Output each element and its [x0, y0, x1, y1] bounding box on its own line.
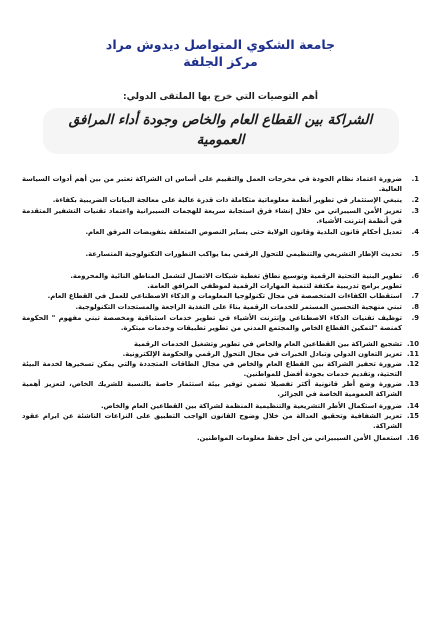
recommendation-item: [22, 302, 419, 312]
recommendation-number: 3.: [411, 207, 419, 215]
recommendation-item: [22, 401, 419, 411]
recommendation-number: 12.: [406, 360, 419, 368]
recommendation-number: 11.: [406, 350, 419, 358]
recommendation-text: تشجيع الشراكة بين القطاعين العام والخاص في تطوير وتشغيل الخدمات الرقمية: [134, 340, 402, 348]
recommendation-text: تعديل أحكام قانون البلدية وقانون الولاية حتى يساير النصوص المتعلقة بتفويضات المرفق العام.: [85, 228, 402, 236]
recommendation-number: 1.: [411, 175, 419, 183]
recommendation-number: 2.: [411, 196, 419, 204]
recommendation-item: [22, 249, 419, 259]
recommendation-item: [22, 411, 419, 431]
recommendation-item: [22, 359, 419, 379]
recommendation-item: [22, 227, 419, 237]
recommendations-list: [22, 174, 419, 443]
recommendation-number: 15.: [406, 412, 419, 420]
recommendations-intro: أهم التوصيات التي خرج بها الملتقى الدولي:: [122, 92, 319, 102]
recommendation-item: [22, 313, 419, 333]
recommendation-number: 14.: [406, 402, 419, 410]
recommendation-item: [22, 174, 419, 194]
recommendation-number: 4.: [411, 228, 419, 236]
recommendation-number: 10.: [406, 340, 419, 348]
recommendation-item: [22, 349, 419, 359]
recommendation-item: [22, 291, 419, 301]
recommendation-text: تبني منهجية التحسين المستمر للخدمات الرقمية بناءً على التغذية الراجعة والمستجدات التكنولوجية.: [75, 303, 402, 311]
recommendation-item: [22, 433, 419, 443]
recommendation-text: توظيف تقنيات الذكاء الاصطناعي وإنترنت الأشياء في تطوير خدمات استباقية ومخصصة تبني مفهوم " الحكومة كمنصة "لتمكين القطاع الخاص والمجتمع المدني من تطوير تطبيقات وخدمات مبتكرة.: [22, 314, 402, 332]
recommendation-number: 16.: [406, 434, 419, 442]
recommendation-text: تحديث الإطار التشريعي والتنظيمي للتحول الرقمي بما يواكب التطورات التكنولوجية المتسارعة.: [85, 250, 402, 258]
recommendation-text: استعمال الأمن السيبيراني من أجل حفظ معلومات المواطنين.: [196, 434, 402, 442]
recommendation-number: 13.: [406, 380, 419, 388]
university-name: جامعة الشكوي المتواصل ديدوش مراد: [105, 37, 336, 52]
recommendation-number: 9.: [411, 314, 419, 322]
recommendation-text: ينبغي الإستثمار في تطوير أنظمة معلوماتية متكاملة ذات قدرة عالية على معالجة البيانات الضريبية بكفاءة.: [52, 196, 402, 204]
recommendation-number: 5.: [411, 250, 419, 258]
recommendation-text: تعزيز الأمن السيبراني من خلال إنشاء فرق استجابة سريعة للهجمات السيبرانية واعتماد تقنيات التشفير المتقدمة في أنظمة إنترنت الأشياء.: [22, 207, 402, 225]
recommendation-text: استقطاب الكفاءات المتخصصة في مجال تكنولوجيا المعلومات و الذكاء الاصطناعي للعمل في القطاع العام.: [47, 292, 402, 300]
recommendation-item: [22, 206, 419, 226]
recommendation-text: تعزيز الشفافية وتحقيق العدالة من خلال وضوح القانون الواجب التطبيق على النزاعات الناشئة عن ابرام عقود الشراكة.: [22, 412, 402, 430]
recommendation-text: ضرورة اعتماد نظام الجودة في مخرجات العمل والتقييم على أساس ان الشراكة تعتبر من بين أهم أدوات السياسة العالية.: [22, 175, 402, 193]
center-name: مركز الجلفة: [183, 54, 258, 69]
recommendation-item: [22, 339, 419, 349]
recommendation-item: [22, 195, 419, 205]
conference-title: الشراكة بين القطاع العام والخاص وجودة أداء المرافق العمومية: [43, 108, 399, 154]
recommendation-text: تطوير البنية التحتية الرقمية وتوسيع نطاق تغطية شبكات الاتصال لتشمل المناطق النائية والمحرومة.: [70, 272, 402, 280]
recommendation-number: 7.: [411, 292, 419, 300]
recommendation-number: 8.: [411, 303, 419, 311]
recommendation-text: ضرورة وضع أطر قانونية أكثر تفصيلا تضمن توفير بيئة استثمار خاصة بالنسبة للشريك الخاص، لتعزيز أهمية الشراكة العمومية الخاصة في الجزائر.: [22, 380, 402, 398]
recommendation-text: ضرورة تحفيز الشراكة بين القطاع العام والخاص في مجال الطاقات المتجددة والتي يمكن تسخيرها لخدمة البيئة التحتية، وتقديم خدمات بجودة أفضل للمواطنين.: [22, 360, 402, 378]
recommendation-item: [22, 281, 419, 291]
recommendation-item: [22, 271, 419, 281]
recommendation-item: [22, 379, 419, 399]
recommendation-number: 6.: [411, 272, 419, 280]
recommendation-text: تعزيز التعاون الدولي وتبادل الخبرات في مجال التحول الرقمي والحكومة الإلكترونية.: [122, 350, 402, 358]
recommendation-text: ضرورة استكمال الأطر التشريعية والتنظيمية المنظمة لشراكة بين القطاعين العام والخاص.: [100, 402, 402, 410]
recommendation-text: تطوير برامج تدريبية مكثفة لتنمية المهارات الرقمية لموظفي المرافق العامة.: [147, 282, 402, 290]
